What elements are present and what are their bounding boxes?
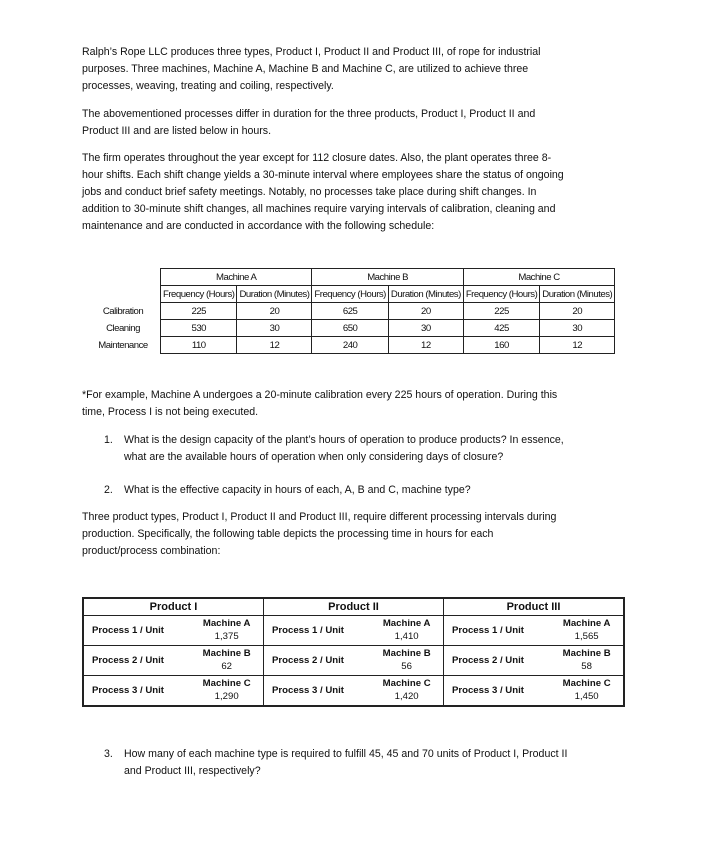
text-line: *For example, Machine A undergoes a 20-minute calibration every 225 hours of operation. During this [82, 389, 558, 401]
machine-name: Machine C [562, 678, 611, 689]
machine-header: Machine B [312, 269, 463, 286]
machine-time-cell [190, 676, 263, 707]
schedule-value: 530 [161, 320, 237, 337]
schedule-value: 425 [463, 320, 539, 337]
intro-paragraph-1 [82, 44, 541, 95]
process-label: Process 1 / Unit [83, 616, 190, 646]
text-line: product/process combination: [82, 545, 221, 557]
text-line: What is the design capacity of the plant’s hours of operation to produce products? In essence, [124, 434, 564, 446]
schedule-value: 30 [540, 320, 615, 337]
process-label: Process 3 / Unit [443, 676, 550, 707]
schedule-value: 20 [540, 303, 615, 320]
text-line: The firm operates throughout the year except for 112 closure dates. Also, the plant operates three 8- [82, 152, 552, 164]
text-line: what are the available hours of operation when only considering days of closure? [124, 451, 504, 463]
process-time: 1,375 [214, 631, 239, 642]
schedule-value: 225 [463, 303, 539, 320]
process-time: 58 [581, 661, 592, 672]
processing-time-table [82, 597, 625, 707]
machine-name: Machine A [202, 618, 251, 629]
example-note [82, 387, 557, 421]
product-header: Product II [263, 598, 443, 616]
intro-paragraph-2 [82, 106, 535, 140]
process-label: Process 2 / Unit [83, 646, 190, 676]
process-row [83, 616, 624, 646]
process-time: 56 [401, 661, 412, 672]
process-label: Process 2 / Unit [263, 646, 370, 676]
maintenance-schedule-table [90, 268, 615, 354]
machine-header: Machine C [463, 269, 614, 286]
machine-time-cell [190, 616, 263, 646]
machine-time-cell [550, 616, 624, 646]
subheader: Frequency (Hours) [463, 286, 539, 303]
text-line: processes, weaving, treating and coiling, respectively. [82, 80, 334, 92]
process-label: Process 1 / Unit [443, 616, 550, 646]
text-line: production. Specifically, the following table depicts the processing time in hours for each [82, 528, 494, 540]
process-time: 1,450 [574, 691, 599, 702]
machine-time-cell [550, 676, 624, 707]
schedule-value: 225 [161, 303, 237, 320]
blank-cell [90, 269, 161, 286]
process-time: 1,565 [574, 631, 599, 642]
text-line: and Product III, respectively? [124, 765, 261, 777]
machine-time-cell [370, 676, 443, 707]
schedule-row [90, 320, 615, 337]
row-label: Calibration [102, 305, 144, 317]
machine-name: Machine C [382, 678, 431, 689]
machine-name: Machine B [382, 648, 431, 659]
schedule-value: 240 [312, 337, 388, 354]
process-label: Process 3 / Unit [83, 676, 190, 707]
text-line: maintenance and are conducted in accordance with the following schedule: [82, 220, 435, 232]
process-time: 1,290 [214, 691, 239, 702]
subheader: Duration (Minutes) [388, 286, 463, 303]
processing-paragraph [82, 509, 556, 560]
machine-time-cell [370, 646, 443, 676]
intro-paragraph-3 [82, 150, 564, 235]
schedule-value: 650 [312, 320, 388, 337]
machine-time-cell [550, 646, 624, 676]
text-line: purposes. Three machines, Machine A, Machine B and Machine C, are utilized to achieve three [82, 63, 529, 75]
schedule-value: 30 [388, 320, 463, 337]
text-line: hour shifts. Each shift change yields a 30-minute interval where employees share the status of ongoing [82, 169, 564, 181]
schedule-value: 12 [388, 337, 463, 354]
machine-name: Machine B [202, 648, 251, 659]
process-time: 62 [221, 661, 232, 672]
machine-time-cell [370, 616, 443, 646]
text-line: addition to 30-minute shift changes, all machines require varying intervals of calibration, cleaning and [82, 203, 556, 215]
question-1 [124, 432, 564, 466]
process-label: Process 3 / Unit [263, 676, 370, 707]
product-header: Product I [83, 598, 263, 616]
text-line: How many of each machine type is required to fulfill 45, 45 and 70 units of Product I, Product II [124, 748, 568, 760]
text-line: Three product types, Product I, Product II and Product III, require different processing intervals during [82, 511, 557, 523]
subheader: Frequency (Hours) [312, 286, 388, 303]
question-3 [124, 746, 567, 780]
schedule-row [90, 337, 615, 354]
machine-time-cell [190, 646, 263, 676]
row-label: Cleaning [106, 322, 140, 334]
machine-header: Machine A [161, 269, 312, 286]
machine-name: Machine A [382, 618, 431, 629]
row-label: Maintenance [98, 339, 148, 351]
schedule-value: 20 [237, 303, 312, 320]
text-line: The abovementioned processes differ in duration for the three products, Product I, Product II and [82, 108, 536, 120]
subheader: Frequency (Hours) [161, 286, 237, 303]
process-row [83, 676, 624, 707]
text-line: time, Process I is not being executed. [82, 406, 259, 418]
schedule-value: 12 [237, 337, 312, 354]
blank-cell [90, 286, 161, 303]
question-3-number: 3. [104, 748, 113, 760]
question-2: What is the effective capacity in hours of each, A, B and C, machine type? [124, 484, 471, 496]
machine-name: Machine C [202, 678, 251, 689]
process-label: Process 1 / Unit [263, 616, 370, 646]
process-row [83, 646, 624, 676]
text-line: jobs and conduct brief safety meetings. Notably, no processes take place during shift changes. In [82, 186, 537, 198]
schedule-row [90, 303, 615, 320]
question-1-number: 1. [104, 434, 113, 446]
schedule-value: 20 [388, 303, 463, 320]
subheader: Duration (Minutes) [237, 286, 312, 303]
product-header: Product III [443, 598, 624, 616]
schedule-value: 160 [463, 337, 539, 354]
process-time: 1,410 [394, 631, 419, 642]
schedule-value: 625 [312, 303, 388, 320]
machine-name: Machine A [562, 618, 611, 629]
text-line: Product III and are listed below in hours. [82, 125, 272, 137]
text-line: Ralph’s Rope LLC produces three types, Product I, Product II and Product III, of rope for industrial [82, 46, 541, 58]
schedule-value: 110 [161, 337, 237, 354]
machine-name: Machine B [562, 648, 611, 659]
schedule-value: 12 [540, 337, 615, 354]
process-time: 1,420 [394, 691, 419, 702]
question-2-number: 2. [104, 484, 113, 496]
subheader: Duration (Minutes) [540, 286, 615, 303]
schedule-value: 30 [237, 320, 312, 337]
process-label: Process 2 / Unit [443, 646, 550, 676]
